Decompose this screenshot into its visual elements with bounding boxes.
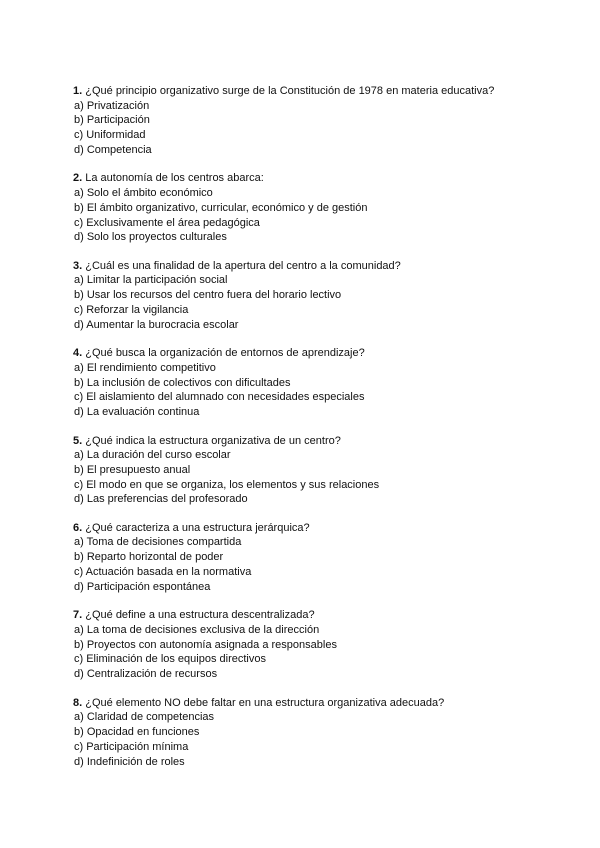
answer-option: b) Reparto horizontal de poder — [74, 551, 224, 564]
question-prompt — [73, 608, 573, 623]
answer-option: c) Eliminación de los equipos directivos — [74, 653, 266, 666]
answer-options — [73, 535, 573, 594]
question-text: La autonomía de los centros abarca: — [85, 172, 264, 185]
question-text: ¿Qué indica la estructura organizativa de un centro? — [85, 434, 341, 447]
question-number: 4. — [73, 347, 83, 360]
question-item — [73, 346, 573, 420]
answer-options — [73, 361, 573, 420]
answer-options — [73, 448, 573, 507]
question-number: 1. — [73, 85, 83, 97]
question-prompt — [73, 696, 573, 711]
question-item — [73, 171, 573, 245]
question-prompt — [73, 521, 573, 536]
question-text: ¿Qué principio organizativo surge de la Constitución de 1978 en materia educativa? — [85, 85, 495, 97]
question-list — [73, 84, 573, 783]
answer-option: d) Aumentar la burocracia escolar — [74, 318, 239, 331]
question-number: 6. — [73, 521, 83, 534]
question-text: ¿Qué busca la organización de entornos de aprendizaje? — [85, 347, 365, 360]
answer-options — [73, 710, 573, 769]
question-text: ¿Qué define a una estructura descentralizada? — [85, 609, 315, 622]
answer-option: c) Actuación basada en la normativa — [74, 566, 252, 579]
question-number: 8. — [73, 696, 83, 709]
answer-option: d) Solo los proyectos culturales — [74, 231, 227, 244]
question-text: ¿Qué elemento NO debe faltar en una estructura organizativa adecuada? — [85, 696, 445, 709]
answer-option: a) Claridad de competencias — [74, 711, 215, 724]
answer-option: a) La toma de decisiones exclusiva de la dirección — [74, 623, 320, 636]
question-number: 5. — [73, 434, 83, 447]
answer-option: a) Toma de decisiones compartida — [74, 536, 242, 549]
answer-option: c) Participación mínima — [74, 740, 189, 753]
answer-option: c) El modo en que se organiza, los elementos y sus relaciones — [74, 478, 380, 491]
question-prompt — [73, 434, 573, 449]
answer-options — [73, 273, 573, 332]
answer-option: d) Competencia — [74, 143, 152, 156]
answer-option: d) Indefinición de roles — [74, 755, 185, 768]
answer-option: c) Uniformidad — [74, 129, 146, 142]
question-prompt — [73, 171, 573, 186]
question-number: 3. — [73, 259, 83, 272]
question-item — [73, 84, 573, 158]
question-text: ¿Cuál es una finalidad de la apertura del centro a la comunidad? — [85, 259, 401, 272]
answer-options — [73, 623, 573, 682]
question-number: 2. — [73, 172, 83, 185]
answer-option: c) El aislamiento del alumnado con necesidades especiales — [74, 391, 365, 404]
answer-option: d) Las preferencias del profesorado — [74, 493, 248, 506]
answer-option: c) Reforzar la vigilancia — [74, 303, 189, 316]
answer-option: a) La duración del curso escolar — [74, 449, 231, 462]
question-item — [73, 434, 573, 508]
answer-option: b) Usar los recursos del centro fuera del horario lectivo — [74, 289, 342, 302]
answer-option: b) Participación — [74, 114, 150, 127]
question-prompt — [73, 346, 573, 361]
question-item — [73, 696, 573, 770]
answer-option: b) Proyectos con autonomía asignada a responsables — [74, 638, 337, 651]
question-item — [73, 259, 573, 333]
answer-option: b) La inclusión de colectivos con dificultades — [74, 376, 291, 389]
answer-option: d) La evaluación continua — [74, 406, 200, 419]
question-item — [73, 608, 573, 682]
answer-option: a) Solo el ámbito económico — [74, 186, 213, 199]
answer-options — [73, 99, 573, 158]
question-prompt — [73, 84, 573, 99]
answer-option: d) Centralización de recursos — [74, 668, 218, 681]
answer-option: b) Opacidad en funciones — [74, 726, 200, 739]
answer-option: b) El ámbito organizativo, curricular, económico y de gestión — [74, 201, 368, 214]
question-item — [73, 521, 573, 595]
answer-option: a) Limitar la participación social — [74, 274, 228, 287]
answer-option: b) El presupuesto anual — [74, 463, 191, 476]
answer-option: a) Privatización — [74, 99, 150, 112]
answer-options — [73, 186, 573, 245]
question-text: ¿Qué caracteriza a una estructura jerárquica? — [85, 521, 310, 534]
question-prompt — [73, 259, 573, 274]
answer-option: d) Participación espontánea — [74, 580, 211, 593]
answer-option: c) Exclusivamente el área pedagógica — [74, 216, 260, 229]
answer-option: a) El rendimiento competitivo — [74, 361, 216, 374]
question-number: 7. — [73, 609, 83, 622]
